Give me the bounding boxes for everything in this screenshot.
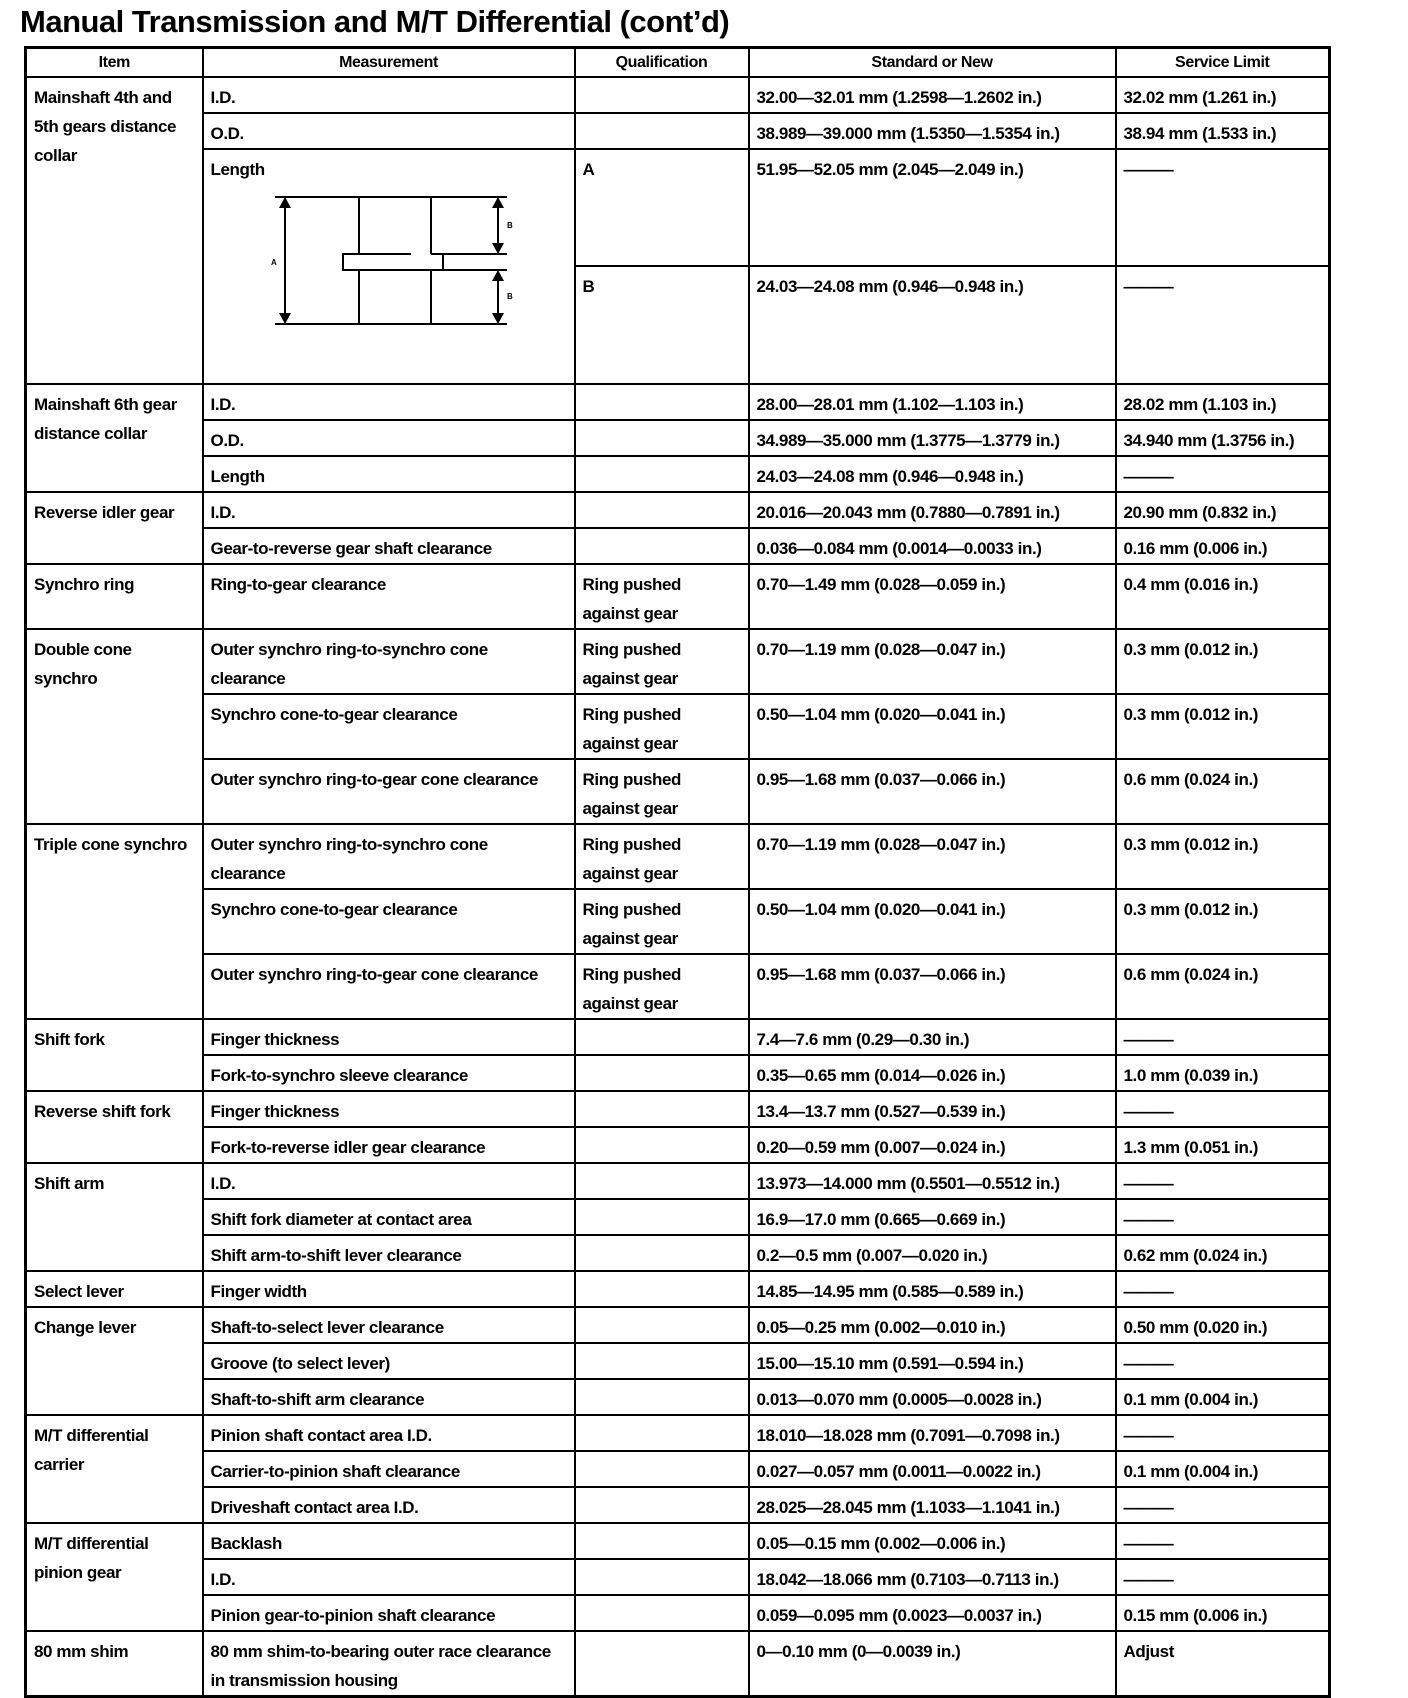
measurement-cell: Shift arm-to-shift lever clearance: [203, 1235, 575, 1271]
qualification-cell: [575, 113, 749, 149]
measurement-cell: Shaft-to-shift arm clearance: [203, 1379, 575, 1415]
standard-cell: 24.03—24.08 mm (0.946—0.948 in.): [749, 456, 1116, 492]
limit-cell: 32.02 mm (1.261 in.): [1116, 77, 1330, 113]
measurement-cell: Shift fork diameter at contact area: [203, 1199, 575, 1235]
qualification-cell: Ring pushed against gear: [575, 889, 749, 954]
item-cell: Mainshaft 4th and 5th gears distance collar: [26, 77, 203, 384]
table-row: [26, 1307, 1330, 1343]
table-row: [26, 1019, 1330, 1055]
table-row: [26, 1523, 1330, 1559]
qualification-cell: [575, 1379, 749, 1415]
table-row: [26, 694, 1330, 759]
qualification-cell: [575, 420, 749, 456]
qualification-cell: B: [575, 266, 749, 384]
standard-cell: 7.4—7.6 mm (0.29—0.30 in.): [749, 1019, 1116, 1055]
page-title: Manual Transmission and M/T Differential (cont’d): [20, 4, 730, 39]
standard-cell: 18.042—18.066 mm (0.7103—0.7113 in.): [749, 1559, 1116, 1595]
qualification-cell: [575, 1199, 749, 1235]
measurement-cell: Carrier-to-pinion shaft clearance: [203, 1451, 575, 1487]
qualification-cell: [575, 1271, 749, 1307]
standard-cell: 0.05—0.15 mm (0.002—0.006 in.): [749, 1523, 1116, 1559]
measurement-cell: Shaft-to-select lever clearance: [203, 1307, 575, 1343]
limit-cell: 34.940 mm (1.3756 in.): [1116, 420, 1330, 456]
measurement-cell: Driveshaft contact area I.D.: [203, 1487, 575, 1523]
table-row: [26, 420, 1330, 456]
qualification-cell: [575, 1091, 749, 1127]
standard-cell: 0.95—1.68 mm (0.037—0.066 in.): [749, 954, 1116, 1019]
table-row: [26, 492, 1330, 528]
table-row: [26, 759, 1330, 824]
item-cell: Select lever: [26, 1271, 203, 1307]
limit-cell: 0.15 mm (0.006 in.): [1116, 1595, 1330, 1631]
limit-cell: 0.62 mm (0.024 in.): [1116, 1235, 1330, 1271]
standard-cell: 38.989—39.000 mm (1.5350—1.5354 in.): [749, 113, 1116, 149]
standard-cell: 13.4—13.7 mm (0.527—0.539 in.): [749, 1091, 1116, 1127]
header-measurement: Measurement: [203, 48, 575, 78]
limit-cell: 0.6 mm (0.024 in.): [1116, 954, 1330, 1019]
measurement-cell: Pinion shaft contact area I.D.: [203, 1415, 575, 1451]
qualification-cell: Ring pushed against gear: [575, 694, 749, 759]
diagram-label-b-top: B: [506, 221, 512, 230]
table-row: [26, 1631, 1330, 1697]
standard-cell: 0.70—1.49 mm (0.028—0.059 in.): [749, 564, 1116, 629]
qualification-cell: Ring pushed against gear: [575, 564, 749, 629]
qualification-cell: [575, 1559, 749, 1595]
measurement-cell: Backlash: [203, 1523, 575, 1559]
measurement-cell: Outer synchro ring-to-synchro cone clearance: [203, 629, 575, 694]
header-standard: Standard or New: [749, 48, 1116, 78]
item-cell: Shift arm: [26, 1163, 203, 1271]
measurement-cell: Synchro cone-to-gear clearance: [203, 889, 575, 954]
limit-cell: ———: [1116, 1487, 1330, 1523]
measurement-cell: Outer synchro ring-to-gear cone clearance: [203, 954, 575, 1019]
measurement-label: Length: [210, 160, 265, 179]
item-cell: M/T differential carrier: [26, 1415, 203, 1523]
measurement-cell: Ring-to-gear clearance: [203, 564, 575, 629]
limit-cell: 28.02 mm (1.103 in.): [1116, 384, 1330, 420]
qualification-cell: [575, 1595, 749, 1631]
table-row: [26, 1559, 1330, 1595]
standard-cell: 0.05—0.25 mm (0.002—0.010 in.): [749, 1307, 1116, 1343]
qualification-cell: A: [575, 149, 749, 266]
standard-cell: 0.70—1.19 mm (0.028—0.047 in.): [749, 629, 1116, 694]
standard-cell: 13.973—14.000 mm (0.5501—0.5512 in.): [749, 1163, 1116, 1199]
table-row: [26, 1451, 1330, 1487]
limit-cell: ———: [1116, 1091, 1330, 1127]
table-row: [26, 1415, 1330, 1451]
limit-cell: ———: [1116, 1523, 1330, 1559]
standard-cell: 32.00—32.01 mm (1.2598—1.2602 in.): [749, 77, 1116, 113]
item-cell: M/T differential pinion gear: [26, 1523, 203, 1631]
header-qualification: Qualification: [575, 48, 749, 78]
collar-diagram: [271, 192, 511, 332]
standard-cell: 0.50—1.04 mm (0.020—0.041 in.): [749, 889, 1116, 954]
limit-cell: 1.0 mm (0.039 in.): [1116, 1055, 1330, 1091]
standard-cell: 20.016—20.043 mm (0.7880—0.7891 in.): [749, 492, 1116, 528]
qualification-cell: [575, 1163, 749, 1199]
standard-cell: 15.00—15.10 mm (0.591—0.594 in.): [749, 1343, 1116, 1379]
qualification-cell: [575, 1127, 749, 1163]
table-row: [26, 1235, 1330, 1271]
item-cell: Change lever: [26, 1307, 203, 1415]
measurement-cell: Finger thickness: [203, 1091, 575, 1127]
standard-cell: 51.95—52.05 mm (2.045—2.049 in.): [749, 149, 1116, 266]
table-row: [26, 1271, 1330, 1307]
table-row: [26, 1091, 1330, 1127]
table-row: [26, 1595, 1330, 1631]
qualification-cell: [575, 77, 749, 113]
standard-cell: 0.013—0.070 mm (0.0005—0.0028 in.): [749, 1379, 1116, 1415]
table-row: [26, 113, 1330, 149]
limit-cell: ———: [1116, 1559, 1330, 1595]
measurement-cell: I.D.: [203, 384, 575, 420]
measurement-cell: Pinion gear-to-pinion shaft clearance: [203, 1595, 575, 1631]
limit-cell: ———: [1116, 1271, 1330, 1307]
standard-cell: 0.95—1.68 mm (0.037—0.066 in.): [749, 759, 1116, 824]
measurement-cell: Outer synchro ring-to-gear cone clearance: [203, 759, 575, 824]
table-row: [26, 384, 1330, 420]
header-limit: Service Limit: [1116, 48, 1330, 78]
table-row: [26, 1199, 1330, 1235]
item-cell: 80 mm shim: [26, 1631, 203, 1697]
diagram-label-a: A: [270, 258, 276, 267]
standard-cell: 0.35—0.65 mm (0.014—0.026 in.): [749, 1055, 1116, 1091]
qualification-cell: [575, 492, 749, 528]
header-row: [26, 48, 1330, 78]
standard-cell: 0.059—0.095 mm (0.0023—0.0037 in.): [749, 1595, 1116, 1631]
qualification-cell: [575, 384, 749, 420]
measurement-cell: O.D.: [203, 420, 575, 456]
limit-cell: ———: [1116, 1163, 1330, 1199]
limit-cell: 0.3 mm (0.012 in.): [1116, 889, 1330, 954]
limit-cell: 0.3 mm (0.012 in.): [1116, 629, 1330, 694]
table-row: [26, 889, 1330, 954]
measurement-cell: Groove (to select lever): [203, 1343, 575, 1379]
qualification-cell: [575, 1019, 749, 1055]
item-cell: Double cone synchro: [26, 629, 203, 824]
qualification-cell: Ring pushed against gear: [575, 629, 749, 694]
standard-cell: 28.00—28.01 mm (1.102—1.103 in.): [749, 384, 1116, 420]
standard-cell: 0.20—0.59 mm (0.007—0.024 in.): [749, 1127, 1116, 1163]
qualification-cell: [575, 1487, 749, 1523]
table-row: [26, 629, 1330, 694]
limit-cell: ———: [1116, 1343, 1330, 1379]
spec-table: [24, 46, 1331, 1698]
item-cell: Shift fork: [26, 1019, 203, 1091]
qualification-cell: [575, 1055, 749, 1091]
table-row: [26, 1055, 1330, 1091]
qualification-cell: [575, 1343, 749, 1379]
limit-cell: 1.3 mm (0.051 in.): [1116, 1127, 1330, 1163]
standard-cell: 0.50—1.04 mm (0.020—0.041 in.): [749, 694, 1116, 759]
item-cell: Synchro ring: [26, 564, 203, 629]
measurement-cell: Outer synchro ring-to-synchro cone clearance: [203, 824, 575, 889]
standard-cell: 14.85—14.95 mm (0.585—0.589 in.): [749, 1271, 1116, 1307]
limit-cell: 20.90 mm (0.832 in.): [1116, 492, 1330, 528]
standard-cell: 18.010—18.028 mm (0.7091—0.7098 in.): [749, 1415, 1116, 1451]
limit-cell: ———: [1116, 1019, 1330, 1055]
qualification-cell: [575, 1307, 749, 1343]
measurement-cell: 80 mm shim-to-bearing outer race clearance in transmission housing: [203, 1631, 575, 1697]
limit-cell: 0.16 mm (0.006 in.): [1116, 528, 1330, 564]
qualification-cell: [575, 1235, 749, 1271]
measurement-cell: I.D.: [203, 77, 575, 113]
standard-cell: 0.2—0.5 mm (0.007—0.020 in.): [749, 1235, 1116, 1271]
qualification-cell: [575, 456, 749, 492]
limit-cell: 38.94 mm (1.533 in.): [1116, 113, 1330, 149]
standard-cell: 0.036—0.084 mm (0.0014—0.0033 in.): [749, 528, 1116, 564]
table-row: [26, 564, 1330, 629]
table-row: [26, 149, 1330, 266]
table-row: [26, 1127, 1330, 1163]
diagram-label-b-bottom: B: [506, 292, 512, 301]
limit-cell: ———: [1116, 266, 1330, 384]
item-cell: Mainshaft 6th gear distance collar: [26, 384, 203, 492]
measurement-cell: [203, 149, 575, 384]
item-cell: Triple cone synchro: [26, 824, 203, 1019]
limit-cell: Adjust: [1116, 1631, 1330, 1697]
limit-cell: ———: [1116, 149, 1330, 266]
item-cell: Reverse shift fork: [26, 1091, 203, 1163]
standard-cell: 0.027—0.057 mm (0.0011—0.0022 in.): [749, 1451, 1116, 1487]
table-row: [26, 77, 1330, 113]
limit-cell: ———: [1116, 1415, 1330, 1451]
measurement-cell: I.D.: [203, 1163, 575, 1199]
qualification-cell: Ring pushed against gear: [575, 824, 749, 889]
limit-cell: 0.4 mm (0.016 in.): [1116, 564, 1330, 629]
table-row: [26, 456, 1330, 492]
standard-cell: 24.03—24.08 mm (0.946—0.948 in.): [749, 266, 1116, 384]
limit-cell: ———: [1116, 1199, 1330, 1235]
limit-cell: 0.1 mm (0.004 in.): [1116, 1379, 1330, 1415]
qualification-cell: [575, 1415, 749, 1451]
table-row: [26, 528, 1330, 564]
qualification-cell: [575, 528, 749, 564]
measurement-cell: Fork-to-synchro sleeve clearance: [203, 1055, 575, 1091]
limit-cell: 0.50 mm (0.020 in.): [1116, 1307, 1330, 1343]
standard-cell: 28.025—28.045 mm (1.1033—1.1041 in.): [749, 1487, 1116, 1523]
qualification-cell: Ring pushed against gear: [575, 954, 749, 1019]
measurement-cell: I.D.: [203, 492, 575, 528]
qualification-cell: Ring pushed against gear: [575, 759, 749, 824]
limit-cell: 0.6 mm (0.024 in.): [1116, 759, 1330, 824]
header-item: Item: [26, 48, 203, 78]
limit-cell: 0.3 mm (0.012 in.): [1116, 694, 1330, 759]
standard-cell: 0.70—1.19 mm (0.028—0.047 in.): [749, 824, 1116, 889]
measurement-cell: Synchro cone-to-gear clearance: [203, 694, 575, 759]
table-row: [26, 1163, 1330, 1199]
table-row: [26, 954, 1330, 1019]
table-row: [26, 1379, 1330, 1415]
qualification-cell: [575, 1631, 749, 1697]
measurement-cell: Finger thickness: [203, 1019, 575, 1055]
measurement-cell: Gear-to-reverse gear shaft clearance: [203, 528, 575, 564]
table-row: [26, 1343, 1330, 1379]
limit-cell: 0.3 mm (0.012 in.): [1116, 824, 1330, 889]
standard-cell: 0—0.10 mm (0—0.0039 in.): [749, 1631, 1116, 1697]
measurement-cell: Length: [203, 456, 575, 492]
limit-cell: 0.1 mm (0.004 in.): [1116, 1451, 1330, 1487]
limit-cell: ———: [1116, 456, 1330, 492]
table-row: [26, 1487, 1330, 1523]
qualification-cell: [575, 1451, 749, 1487]
measurement-cell: Fork-to-reverse idler gear clearance: [203, 1127, 575, 1163]
standard-cell: 16.9—17.0 mm (0.665—0.669 in.): [749, 1199, 1116, 1235]
measurement-cell: I.D.: [203, 1559, 575, 1595]
measurement-cell: O.D.: [203, 113, 575, 149]
measurement-cell: Finger width: [203, 1271, 575, 1307]
table-row: [26, 824, 1330, 889]
qualification-cell: [575, 1523, 749, 1559]
item-cell: Reverse idler gear: [26, 492, 203, 564]
standard-cell: 34.989—35.000 mm (1.3775—1.3779 in.): [749, 420, 1116, 456]
